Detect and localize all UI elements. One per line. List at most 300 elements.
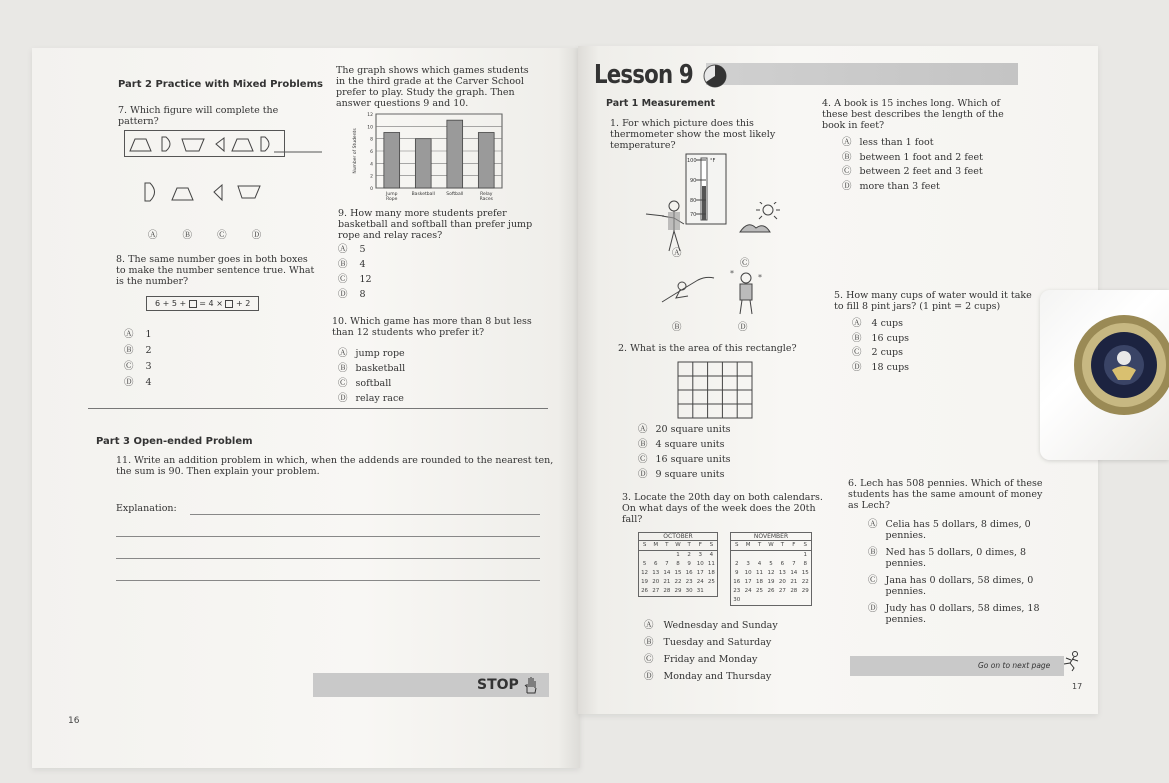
q4-option-b[interactable] — [842, 152, 983, 167]
q4-option-a[interactable] — [842, 137, 983, 152]
picture-b-beach-sun — [736, 202, 796, 242]
calendar-week-row — [731, 587, 811, 596]
q2-option-d-label: 9 square units — [655, 469, 725, 480]
q8-option-d-letter: Ⓓ — [124, 377, 134, 388]
q2-options — [638, 424, 731, 484]
q11-explanation-label: Explanation: — [116, 503, 177, 514]
lesson-header-bar — [706, 63, 1018, 85]
q2-option-b-label: 4 square units — [655, 439, 725, 450]
calendar-weekday: F — [792, 542, 796, 548]
q8-number-sentence — [146, 296, 259, 311]
q10-option-b[interactable] — [338, 363, 405, 378]
q9-number: 9. — [338, 208, 348, 219]
q2-option-b[interactable] — [638, 439, 731, 454]
go-on-bar — [850, 656, 1064, 676]
y-tick-label: 6 — [370, 150, 373, 155]
calendar-day: 25 — [756, 588, 764, 594]
calendar-day: 11 — [707, 561, 715, 567]
q6-option-a-label: Celia has 5 dollars, 8 dimes, 0 pennies. — [885, 519, 1031, 541]
calendar-day: 22 — [674, 579, 682, 585]
q8-option-a[interactable] — [124, 329, 152, 345]
q8-option-b[interactable] — [124, 345, 152, 361]
q10-option-d-letter: Ⓓ — [338, 393, 348, 404]
calendar-day: 26 — [767, 588, 775, 594]
q5-option-d[interactable] — [852, 362, 909, 377]
q8-options — [124, 329, 152, 393]
calendar-day: 28 — [790, 588, 798, 594]
november-calendar — [730, 532, 812, 606]
q4-text: A book is 15 inches long. Which of these best describes the length of the book in feet? — [822, 98, 1004, 131]
calendar-day: 17 — [744, 579, 752, 585]
q1-choice-a[interactable]: Ⓐ — [672, 248, 682, 259]
q1-number: 1. — [610, 118, 620, 129]
q9-option-a-letter: Ⓐ — [338, 244, 348, 255]
q9-text: How many more students prefer basketball and softball than prefer jump rope and relay races? — [338, 208, 533, 241]
y-tick-label: 4 — [370, 162, 373, 168]
lesson-title: Lesson 9 — [594, 60, 693, 90]
calendar-day: 15 — [801, 570, 809, 576]
calendar-day — [650, 551, 661, 560]
q9-option-b-label: 4 — [359, 259, 366, 270]
q6-option-b-label: Ned has 5 dollars, 0 dimes, 8 pennies. — [885, 547, 1027, 569]
q3-text: Locate the 20th day on both calendars. On what days of the week does the 20th fall? — [622, 492, 823, 525]
q9-option-d[interactable] — [338, 289, 372, 304]
calendar-day: 21 — [663, 579, 671, 585]
q5-option-c-letter: Ⓒ — [852, 347, 862, 358]
q5-options — [852, 318, 909, 376]
calendar-weekday: T — [665, 542, 669, 548]
q8-option-c[interactable] — [124, 361, 152, 377]
q4-option-c[interactable] — [842, 166, 983, 181]
calendar-weekday: T — [780, 542, 785, 548]
calendar-day: 14 — [663, 570, 671, 576]
q3-option-b-letter: Ⓑ — [644, 637, 654, 648]
q7-choice-b[interactable]: Ⓑ — [182, 230, 193, 241]
q2-option-d[interactable] — [638, 469, 731, 484]
q7 — [118, 105, 298, 127]
q8-option-b-letter: Ⓑ — [124, 345, 134, 356]
right-page-number: 17 — [1072, 682, 1083, 691]
calendar-day — [742, 596, 753, 605]
q1-choice-c[interactable]: Ⓒ — [740, 258, 750, 269]
calendar-day: 9 — [734, 570, 739, 576]
calendar-day: 7 — [792, 561, 796, 567]
q5-option-a-label: 4 cups — [871, 318, 903, 329]
calendar-day: 31 — [696, 588, 704, 594]
y-tick-label: 2 — [370, 174, 373, 180]
q10-option-a-letter: Ⓐ — [338, 348, 348, 359]
calendar-week-row — [731, 560, 811, 569]
answer-line-4[interactable] — [116, 580, 540, 581]
q5 — [834, 290, 1034, 312]
q5-option-b[interactable] — [852, 333, 909, 348]
calendar-weekday: M — [745, 542, 751, 548]
calendar-day: 19 — [641, 579, 649, 585]
q6-option-c-label: Jana has 0 dollars, 58 dimes, 0 pennies. — [885, 575, 1034, 597]
bar-jump-rope — [384, 133, 400, 189]
calendar-day: 11 — [756, 570, 764, 576]
calendar-day — [765, 551, 776, 560]
q2-option-a-label: 20 square units — [655, 424, 731, 435]
picture-d-person-in-snow — [726, 268, 766, 318]
calendar-day: 10 — [696, 561, 704, 567]
q10-text: Which game has more than 8 but less than 12 students who prefer it? — [332, 316, 532, 338]
q8-option-c-letter: Ⓒ — [124, 361, 134, 372]
q6-option-d-letter: Ⓓ — [868, 603, 878, 614]
q9-option-d-label: 8 — [359, 289, 366, 300]
q6-option-c[interactable] — [868, 575, 1048, 603]
calendar-day: 14 — [790, 570, 798, 576]
q2-option-d-letter: Ⓓ — [638, 469, 648, 480]
q8-option-d-label: 4 — [145, 377, 152, 388]
q8-option-a-letter: Ⓐ — [124, 329, 134, 340]
x-tick-label: Rope — [386, 197, 398, 202]
calendar-day: 7 — [665, 561, 669, 567]
q4-option-d[interactable] — [842, 181, 983, 196]
q3-options — [644, 620, 778, 688]
q10-option-d-label: relay race — [355, 393, 404, 404]
answer-line-3[interactable] — [116, 558, 540, 559]
q3-option-a-letter: Ⓐ — [644, 620, 654, 631]
calendar-day — [754, 551, 765, 560]
x-tick-label: Softball — [446, 192, 464, 197]
x-tick-label: Races — [479, 197, 493, 202]
x-tick-label: Basketball — [411, 192, 435, 197]
calendar-weekday: S — [642, 542, 647, 548]
thermo-label-80: 80 — [690, 198, 697, 204]
calendar-weekday-row — [639, 541, 717, 551]
q9-options — [338, 244, 372, 304]
preferred-games-bar-chart — [350, 110, 510, 208]
x-tick-label: Relay — [480, 192, 493, 197]
q3-option-c[interactable] — [644, 654, 778, 671]
calendar-day: 5 — [642, 561, 647, 567]
picture-a-person-raking — [644, 196, 704, 256]
calendar-day — [639, 551, 650, 560]
q4-option-d-label: more than 3 feet — [859, 180, 940, 192]
q3-option-a[interactable] — [644, 620, 778, 637]
part2-heading: Part 2 Practice with Mixed Problems — [118, 79, 323, 90]
q1-choice-d[interactable]: Ⓓ — [738, 322, 748, 333]
q10-option-b-label: basketball — [355, 363, 406, 374]
calendar-day: 2 — [734, 561, 739, 567]
q10-option-d[interactable] — [338, 393, 405, 408]
calendar-weekday: T — [687, 542, 691, 548]
calendar-day — [754, 596, 765, 605]
q8-option-b-label: 2 — [145, 345, 152, 356]
q2-number: 2. — [618, 343, 628, 354]
q7-choice-d[interactable]: Ⓓ — [251, 230, 262, 241]
q7-answer-figures — [142, 180, 272, 206]
q10-option-a[interactable] — [338, 348, 405, 363]
bar-softball — [447, 120, 463, 188]
q4-number: 4. — [822, 98, 832, 109]
y-tick-label: 12 — [367, 113, 373, 118]
svg-text:*: * — [758, 273, 762, 282]
q1-text: For which picture does this thermometer show the most likely temperature? — [610, 118, 776, 151]
q8-option-d[interactable] — [124, 377, 152, 393]
q3-option-b-label: Tuesday and Saturday — [663, 637, 772, 648]
calendar-day: 17 — [696, 570, 704, 576]
q10-options — [338, 348, 405, 408]
calendar-day: 24 — [696, 579, 704, 585]
calendar-week-row — [639, 578, 717, 587]
q3-option-d-letter: Ⓓ — [644, 671, 654, 682]
q3-option-b[interactable] — [644, 637, 778, 654]
q2-option-a[interactable] — [638, 424, 731, 439]
q2-option-c-letter: Ⓒ — [638, 454, 648, 465]
november-title: NOVEMBER — [731, 533, 811, 541]
calendar-weekday: M — [653, 542, 659, 548]
svg-text:*: * — [730, 269, 734, 278]
q9-option-c-label: 12 — [359, 274, 372, 285]
calendar-day: 13 — [778, 570, 786, 576]
calendar-weekday-row — [731, 541, 811, 551]
q2-text: What is the area of this rectangle? — [630, 343, 797, 354]
q6-option-c-letter: Ⓒ — [868, 575, 878, 586]
running-figure-icon — [1060, 650, 1082, 672]
graph-intro: The graph shows which games students in the third grade at the Carver School prefer to play. Study the graph. Then answer questions 9 and 10. — [336, 65, 529, 109]
calendar-day: 23 — [685, 579, 693, 585]
calendar-day: 6 — [780, 561, 785, 567]
calendar-day: 3 — [698, 552, 703, 558]
q8-box-1 — [189, 300, 197, 308]
q6-number: 6. — [848, 478, 858, 489]
y-tick-label: 0 — [370, 187, 373, 192]
q2-option-c-label: 16 square units — [655, 454, 731, 465]
calendar-day: 12 — [767, 570, 775, 576]
q11 — [116, 455, 556, 477]
calendar-day: 18 — [707, 570, 715, 576]
q4-option-b-letter: Ⓑ — [842, 151, 852, 163]
calendar-day: 19 — [767, 579, 775, 585]
q6-option-a-letter: Ⓐ — [868, 519, 878, 530]
q5-option-d-label: 18 cups — [871, 361, 910, 373]
q1 — [610, 118, 790, 151]
october-title: OCTOBER — [639, 533, 717, 541]
q10-option-b-letter: Ⓑ — [338, 363, 348, 374]
q8-sentence-part-a: 6 + 5 + — [155, 299, 189, 308]
calendar-day — [777, 551, 788, 560]
q9-option-c[interactable] — [338, 274, 372, 289]
answer-line-1[interactable] — [190, 514, 540, 515]
q5-option-c-label: 2 cups — [871, 347, 903, 358]
q7-text: Which figure will complete the pattern? — [118, 105, 279, 127]
q2-option-b-letter: Ⓑ — [638, 439, 648, 450]
calendar-weekday: W — [768, 542, 774, 548]
q6 — [848, 478, 1044, 511]
calendar-day: 2 — [687, 552, 691, 558]
q5-text: How many cups of water would it take to fill 8 pint jars? (1 pint = 2 cups) — [834, 290, 1032, 312]
calendar-day — [800, 596, 811, 605]
q7-pattern-figure — [124, 130, 324, 160]
calendar-day: 4 — [709, 552, 714, 558]
q9-option-c-letter: Ⓒ — [338, 274, 348, 285]
q6-options — [868, 519, 1048, 631]
q4-option-a-label: less than 1 foot — [859, 137, 934, 148]
calendar-day: 18 — [756, 579, 764, 585]
calendar-week-row — [639, 551, 717, 560]
october-calendar — [638, 532, 718, 597]
calendar-weekday: S — [709, 542, 714, 548]
calendar-day: 21 — [790, 579, 798, 585]
q4-option-b-label: between 1 foot and 2 feet — [859, 151, 983, 163]
go-on-label: Go on to next page — [978, 661, 1051, 670]
q2 — [618, 343, 858, 354]
x-tick-label: Jump — [386, 192, 398, 197]
q6-option-b-letter: Ⓑ — [868, 547, 878, 558]
calendar-day — [788, 596, 799, 605]
y-tick-label: 8 — [370, 137, 373, 143]
calendar-week-row — [731, 578, 811, 587]
part3-heading: Part 3 Open-ended Problem — [96, 436, 253, 447]
q9-option-d-letter: Ⓓ — [338, 289, 348, 300]
calendar-day: 4 — [757, 561, 762, 567]
calendar-day: 25 — [707, 579, 715, 585]
calendar-day: 29 — [801, 588, 809, 594]
q5-option-c[interactable] — [852, 347, 909, 362]
calendar-day: 3 — [746, 561, 750, 567]
q8-text: The same number goes in both boxes to make the number sentence true. What is the number? — [116, 254, 315, 287]
q10-option-c[interactable] — [338, 378, 405, 393]
calendar-day: 20 — [778, 579, 786, 585]
thermo-label-unit: °F — [710, 158, 716, 164]
calendar-day: 15 — [674, 570, 682, 576]
q7-choice-a[interactable]: Ⓐ — [148, 230, 158, 241]
q6-text: Lech has 508 pennies. Which of these students has the same amount of money as Lech? — [848, 478, 1043, 511]
calendar-day: 29 — [674, 588, 682, 594]
q11-text: Write an addition problem in which, when the addends are rounded to the nearest ten, the sum is 90. Then explain your problem. — [116, 455, 554, 477]
calendar-weekday: T — [757, 542, 762, 548]
bar-relay-races — [478, 133, 494, 189]
calendar-week-row — [731, 551, 811, 560]
thermo-label-90: 90 — [690, 178, 697, 184]
right-page — [578, 46, 1098, 714]
stop-label: STOP — [477, 677, 519, 693]
q5-option-a-letter: Ⓐ — [852, 318, 862, 329]
q2-option-c[interactable] — [638, 454, 731, 469]
november-grid — [731, 541, 811, 605]
calendar-day: 26 — [641, 588, 649, 594]
q4-option-c-label: between 2 feet and 3 feet — [859, 166, 983, 177]
q1-choice-b[interactable]: Ⓑ — [672, 322, 682, 333]
calendar-day: 8 — [803, 561, 807, 567]
q3-option-d[interactable] — [644, 671, 778, 688]
calendar-day: 24 — [744, 588, 752, 594]
q9 — [338, 208, 538, 241]
q6-option-a[interactable] — [868, 519, 1048, 547]
q9-option-b-letter: Ⓑ — [338, 259, 348, 270]
bar-basketball — [415, 139, 431, 188]
calendar-day — [742, 551, 753, 560]
q10-number: 10. — [332, 316, 348, 327]
calendar-day: 30 — [733, 597, 741, 603]
calendar-day: 13 — [652, 570, 660, 576]
thermo-label-70: 70 — [690, 212, 697, 218]
q3 — [622, 492, 836, 525]
q8 — [116, 254, 316, 287]
section-divider — [88, 408, 548, 409]
calendar-day: 10 — [744, 570, 752, 576]
calendar-day — [706, 587, 717, 596]
calendar-weekday: S — [803, 542, 807, 548]
q4-option-c-letter: Ⓒ — [842, 166, 852, 177]
q6-option-b[interactable] — [868, 547, 1048, 575]
calendar-week-row — [731, 596, 811, 605]
calendar-week-row — [639, 560, 717, 569]
q5-number: 5. — [834, 290, 844, 301]
q10 — [332, 316, 542, 338]
q2-option-a-letter: Ⓐ — [638, 424, 648, 435]
lesson-pie-icon — [702, 63, 728, 89]
q3-option-a-label: Wednesday and Sunday — [663, 620, 778, 631]
q6-option-d-label: Judy has 0 dollars, 58 dimes, 18 pennies. — [885, 603, 1040, 625]
calendar-day: 1 — [676, 552, 680, 558]
q2-grid-rectangle — [676, 360, 756, 422]
left-page — [32, 48, 580, 768]
calendar-day: 27 — [652, 588, 660, 594]
q9-option-a[interactable] — [338, 244, 372, 259]
q7-choice-c[interactable]: Ⓒ — [217, 230, 227, 241]
q9-option-a-label: 5 — [359, 244, 366, 255]
calendar-day: 8 — [676, 561, 680, 567]
q9-option-b[interactable] — [338, 259, 372, 274]
calendar-day — [731, 551, 742, 560]
answer-line-2[interactable] — [116, 536, 540, 537]
calendar-day: 16 — [685, 570, 693, 576]
q3-option-d-label: Monday and Thursday — [663, 671, 772, 682]
q3-option-c-letter: Ⓒ — [644, 654, 654, 665]
calendar-day: 30 — [685, 588, 693, 594]
q8-number: 8. — [116, 254, 126, 265]
q5-option-d-letter: Ⓓ — [852, 361, 862, 373]
calendar-day — [661, 551, 672, 560]
q8-sentence-part-c: + 2 — [233, 299, 251, 308]
q10-option-c-label: softball — [355, 378, 392, 389]
q3-option-c-label: Friday and Monday — [663, 654, 758, 665]
calendar-day: 1 — [803, 552, 807, 558]
calendar-day: 23 — [733, 588, 741, 594]
q6-option-d[interactable] — [868, 603, 1048, 631]
calendar-week-row — [731, 569, 811, 578]
left-page-number: 16 — [68, 716, 80, 726]
q5-option-a[interactable] — [852, 318, 909, 333]
calendar-week-row — [639, 569, 717, 578]
y-axis-label: Number of Students — [353, 128, 358, 174]
calendar-day — [788, 551, 799, 560]
picture-c-sledding — [658, 272, 718, 308]
stop-hand-icon — [523, 675, 539, 695]
calendar-day: 16 — [733, 579, 741, 585]
calendar-weekday: W — [675, 542, 681, 548]
q7-choices — [148, 230, 261, 241]
q10-option-a-label: jump rope — [355, 348, 405, 359]
calendar-day — [765, 596, 776, 605]
calendar-day: 6 — [653, 561, 658, 567]
q4 — [822, 98, 1012, 131]
q8-option-a-label: 1 — [145, 329, 152, 340]
q5-option-b-letter: Ⓑ — [852, 332, 862, 344]
q11-number: 11. — [116, 455, 132, 466]
stop-bar — [313, 673, 549, 697]
q8-option-c-label: 3 — [145, 361, 152, 372]
y-tick-label: 10 — [367, 125, 373, 131]
q4-option-a-letter: Ⓐ — [842, 137, 852, 148]
q3-number: 3. — [622, 492, 632, 503]
calendar-day — [777, 596, 788, 605]
part1-heading: Part 1 Measurement — [606, 98, 716, 109]
thermo-label-100: 100 — [687, 158, 697, 164]
